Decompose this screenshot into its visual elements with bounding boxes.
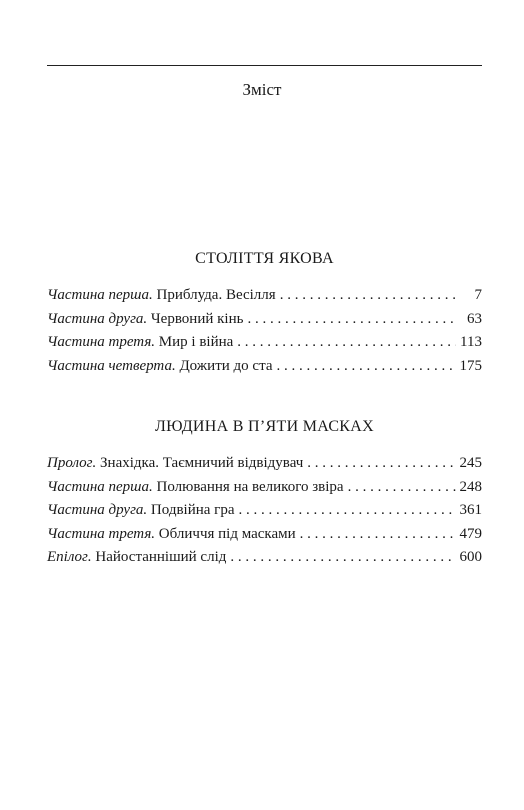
toc-entry[interactable]: Частина третя . Обличчя під масками . . . 479 <box>47 523 482 547</box>
entry-title: Обличчя під масками <box>158 525 296 542</box>
entry-page-number: 245 <box>459 455 482 471</box>
entry-part-label: Частина третя <box>47 334 152 350</box>
toc-entry[interactable]: Частина друга . Подвійна гра . . . 361 <box>47 499 482 523</box>
dot-leader <box>300 523 456 547</box>
toc-entry[interactable]: Частина третя . Мир і війна . . . 113 <box>47 331 482 355</box>
toc-entry[interactable]: Частина перша . Полювання на великого звіра . . . 248 <box>47 476 482 500</box>
entry-title: Подвійна гра <box>150 502 235 518</box>
entry-title: Полювання на великого звіра <box>156 478 344 495</box>
entry-title: Знахідка. Таємничий відвідувач <box>100 455 304 471</box>
entry-title: Найостанніший слід <box>95 549 227 565</box>
section-heading: ЛЮДИНА В П’ЯТИ МАСКАХ <box>155 418 374 435</box>
dot-leader <box>307 452 455 476</box>
dot-leader <box>237 331 456 355</box>
toc-entry[interactable]: Частина четверта . Дожити до ста . . . 175 <box>47 355 482 379</box>
toc-entry[interactable]: Пролог . Знахідка. Таємничий відвідувач . . . 245 <box>47 452 482 476</box>
entry-page-number: 113 <box>460 334 482 350</box>
dot-leader <box>348 476 456 500</box>
toc-entry[interactable]: Частина друга . Червоний кінь . . . 63 <box>47 308 482 332</box>
dot-leader <box>280 284 458 308</box>
page-title: Зміст <box>242 80 282 99</box>
entry-title: Приблуда. Весілля <box>156 287 276 303</box>
dot-leader <box>230 546 455 570</box>
dot-leader <box>276 355 455 379</box>
toc-entry[interactable]: Епілог . Найостанніший слід . . . 600 <box>47 546 482 570</box>
toc-section <box>47 416 482 570</box>
dot-leader <box>247 308 458 332</box>
entry-part-label: Частина перша <box>47 478 149 495</box>
entry-title: Червоний кінь <box>150 310 244 327</box>
entry-page-number: 63 <box>467 310 482 327</box>
entry-part-label: Пролог <box>47 455 93 471</box>
entry-part-label: Частина третя <box>47 525 152 542</box>
entry-part-label: Частина друга <box>47 310 144 327</box>
entry-page-number: 248 <box>459 478 482 495</box>
entry-part-label: Епілог <box>47 549 88 565</box>
entry-page-number: 175 <box>459 357 482 374</box>
section-heading: СТОЛІТТЯ ЯКОВА <box>195 250 334 267</box>
entry-title: Дожити до ста <box>179 357 273 374</box>
top-rule <box>47 65 482 66</box>
entry-page-number: 479 <box>459 525 482 542</box>
entry-part-label: Частина четверта <box>47 357 172 374</box>
entry-title: Мир і війна <box>158 334 234 350</box>
toc-entry[interactable]: Частина перша . Приблуда. Весілля . . . 7 <box>47 284 482 308</box>
entry-page-number: 600 <box>459 549 482 565</box>
entry-part-label: Частина друга <box>47 502 144 518</box>
entry-page-number: 7 <box>474 287 482 303</box>
entry-part-label: Частина перша <box>47 287 149 303</box>
dot-leader <box>238 499 455 523</box>
entry-page-number: 361 <box>459 502 482 518</box>
toc-section <box>47 248 482 378</box>
